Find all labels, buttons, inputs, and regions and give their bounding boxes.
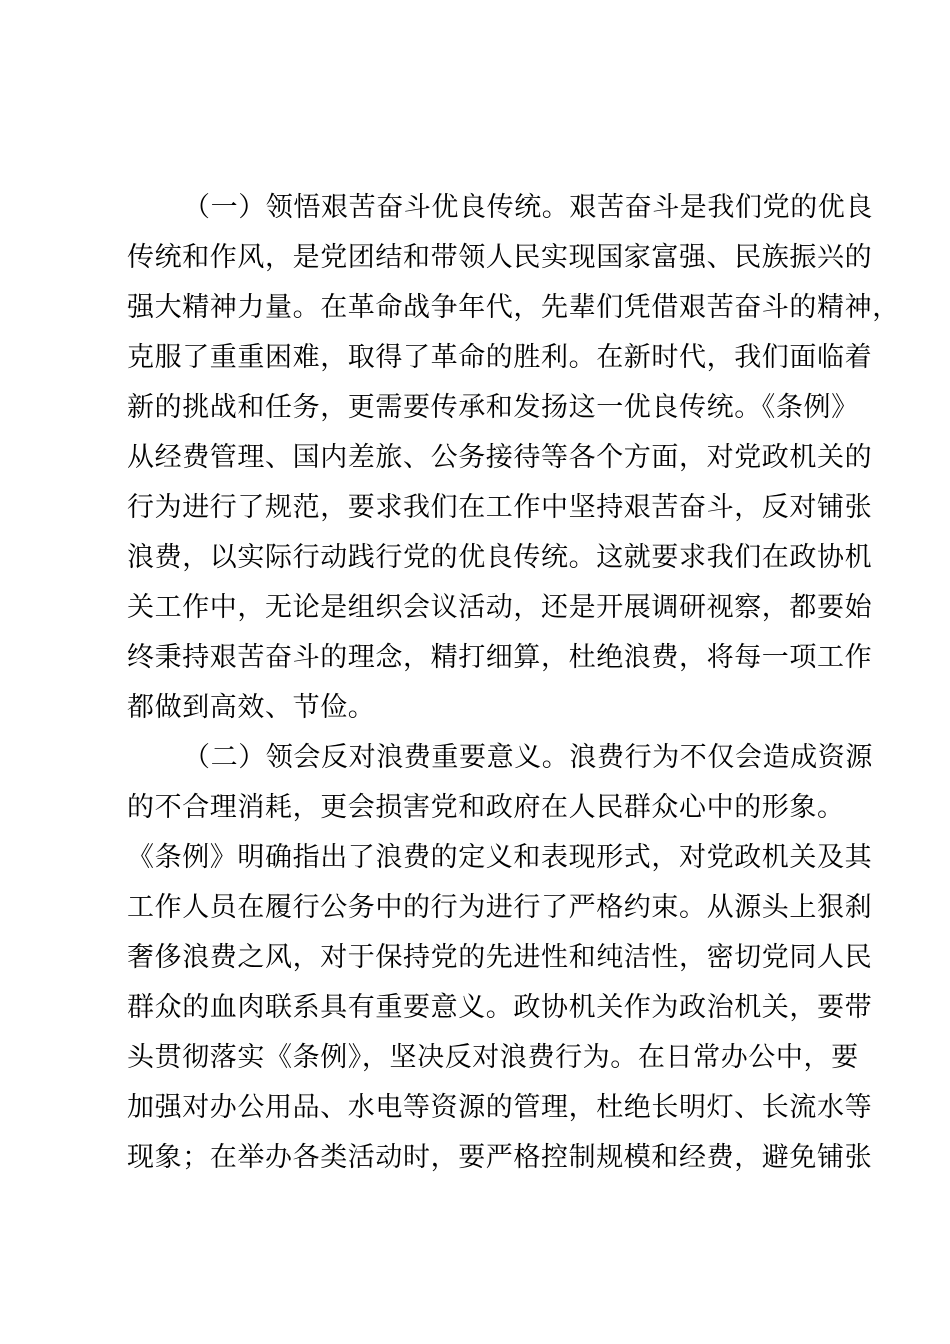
paragraph-line: 行为进行了规范，要求我们在工作中坚持艰苦奋斗，反对铺张 <box>127 492 873 523</box>
paragraph-line: 头贯彻落实《条例》，坚决反对浪费行为。在日常办公中，要 <box>127 1042 859 1073</box>
paragraph-line: 群众的血肉联系具有重要意义。政协机关作为政治机关，要带 <box>127 992 873 1023</box>
paragraph-line: 新的挑战和任务，更需要传承和发扬这一优良传统。《条例》 <box>127 392 859 423</box>
paragraph-line: 工作人员在履行公务中的行为进行了严格约束。从源头上狠刹 <box>127 892 873 923</box>
paragraph-line: 克服了重重困难，取得了革命的胜利。在新时代，我们面临着 <box>127 342 873 373</box>
paragraph-line: 浪费，以实际行动践行党的优良传统。这就要求我们在政协机 <box>127 542 873 573</box>
paragraph-line: 加强对办公用品、水电等资源的管理，杜绝长明灯、长流水等 <box>127 1092 873 1123</box>
paragraph-line: 关工作中，无论是组织会议活动，还是开展调研视察，都要始 <box>127 592 873 623</box>
paragraph-line: （二）领会反对浪费重要意义。浪费行为不仅会造成资源 <box>183 742 873 773</box>
paragraph-line: 现象；在举办各类活动时，要严格控制规模和经费，避免铺张 <box>127 1142 873 1173</box>
paragraph-line: 都做到高效、节俭。 <box>127 692 376 723</box>
paragraph-line: 传统和作风，是党团结和带领人民实现国家富强、民族振兴的 <box>127 242 873 273</box>
paragraph-line: 从经费管理、国内差旅、公务接待等各个方面，对党政机关的 <box>127 442 873 473</box>
paragraph-line: 终秉持艰苦奋斗的理念，精打细算，杜绝浪费，将每一项工作 <box>127 642 873 673</box>
paragraph-line: 《条例》明确指出了浪费的定义和表现形式，对党政机关及其 <box>127 842 873 873</box>
paragraph-line: 强大精神力量。在革命战争年代，先辈们凭借艰苦奋斗的精神， <box>127 292 900 323</box>
paragraph-hardship-tradition <box>127 183 900 733</box>
document-body <box>127 183 900 1183</box>
paragraph-line: 奢侈浪费之风，对于保持党的先进性和纯洁性，密切党同人民 <box>127 942 873 973</box>
paragraph-oppose-waste <box>127 733 873 1183</box>
paragraph-line: 的不合理消耗，更会损害党和政府在人民群众心中的形象。 <box>127 792 845 823</box>
paragraph-line: （一）领悟艰苦奋斗优良传统。艰苦奋斗是我们党的优良 <box>183 192 873 223</box>
